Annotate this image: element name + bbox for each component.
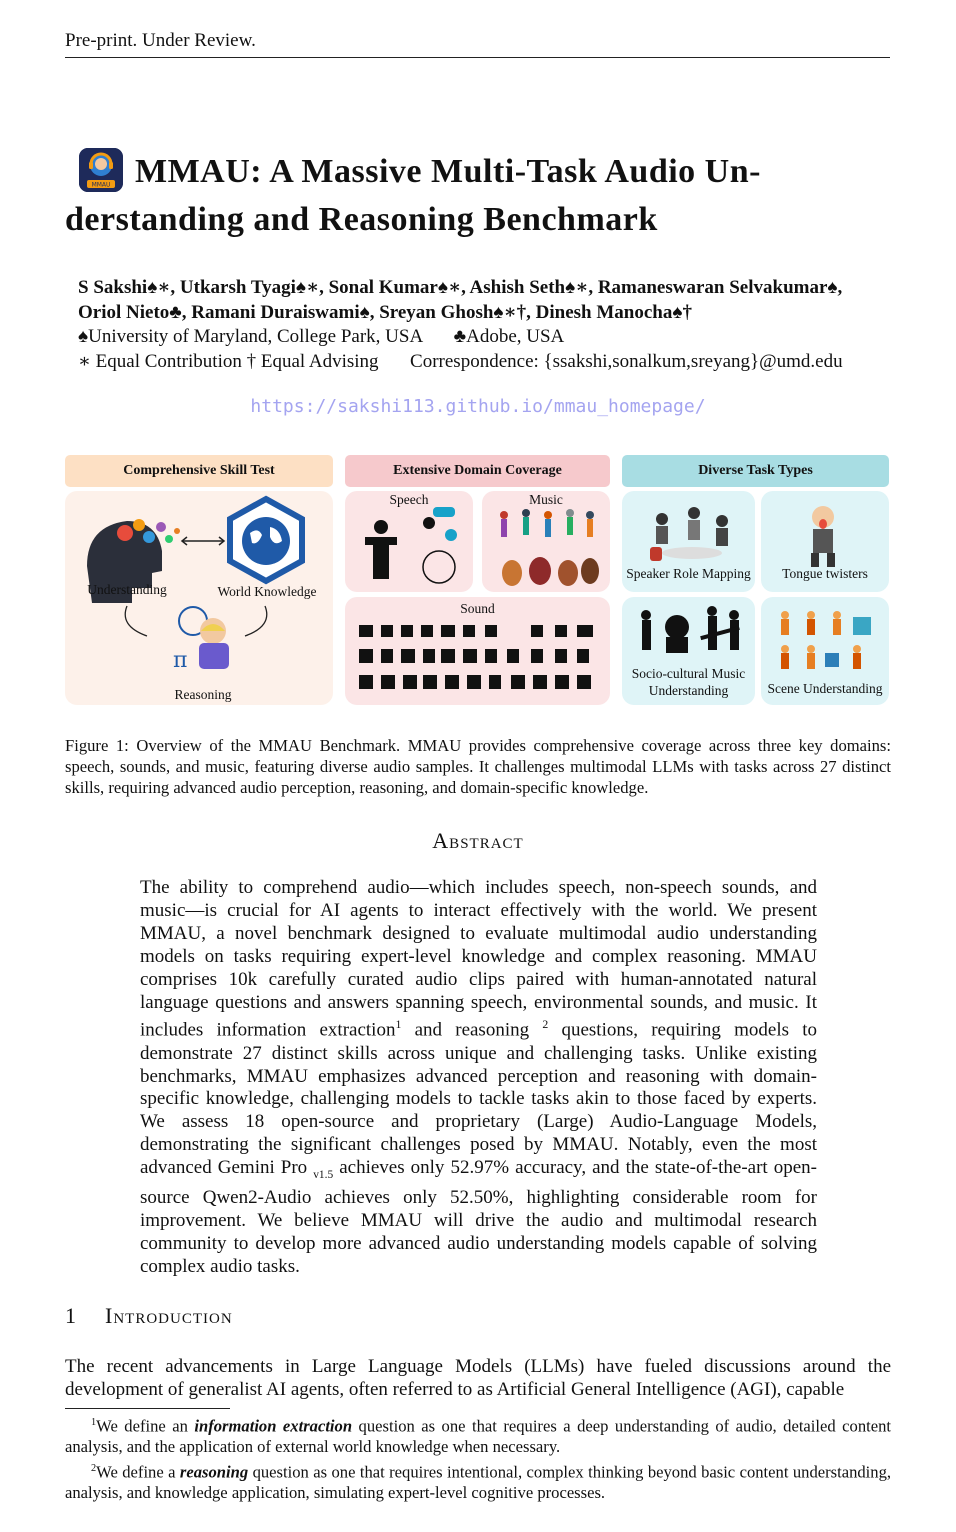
label-speech: Speech — [389, 492, 429, 507]
task-types-header: Diverse Task Types — [622, 455, 889, 487]
footnote-2-post: question as one that requires intentional, complex thinking beyond basic content understanding, analysis, and knowledge application, simulating expert-level cognitive processes. — [65, 1462, 892, 1503]
label-reasoning: Reasoning — [174, 687, 232, 702]
overview-figure — [65, 455, 890, 705]
footnote-1 — [65, 1413, 891, 1458]
listening-ear-icon — [423, 551, 455, 583]
abstract-part-1: The ability to comprehend audio—which includes speech, non-speech sounds, and music—is crucial for AI agents to interact effectively with the world. We present MMAU, a novel benchmark designed to evaluate multimodal audio understanding models on tasks requiring expert-level knowledge and complex reasoning. MMAU comprises 10k carefully curated audio clips paired with human-annotated natural language questions and answers spanning speech, environmental sounds, and music. It includes information extraction — [140, 877, 817, 1041]
label-sound: Sound — [460, 601, 495, 616]
running-header: Pre-print. Under Review. — [65, 30, 256, 51]
author-list — [78, 275, 908, 325]
section-heading-introduction — [65, 1303, 233, 1329]
footnote-1-mark: 1 — [91, 1417, 97, 1428]
label-sociocultural — [622, 665, 755, 699]
skill-test-header: Comprehensive Skill Test — [65, 455, 333, 487]
label-scene: Scene Understanding — [767, 681, 883, 696]
label-understanding: Understanding — [87, 582, 167, 597]
footnote-ref-1[interactable]: 1 — [395, 1018, 402, 1032]
intro-paragraph: The recent advancements in Large Language Models (LLMs) have fueled discussions around the development of generalist AI agents, often referred to as Artificial General Intelligence (AGI), capable — [65, 1356, 891, 1400]
speaker-podium-icon — [374, 520, 388, 534]
title-block — [65, 148, 890, 244]
gemini-version: v1.5 — [313, 1169, 334, 1181]
person-reasoning-icon — [199, 643, 229, 669]
title-line-2: derstanding and Reasoning Benchmark — [65, 201, 658, 238]
mmau-logo-icon — [79, 148, 123, 192]
footnote-2-pre: We define a — [96, 1462, 180, 1482]
footnote-2 — [65, 1459, 891, 1504]
footnote-1-post: question as one that requires a deep understanding of audio, detailed content analysis, and the application of external world knowledge when necessary. — [65, 1416, 891, 1457]
label-music: Music — [529, 492, 563, 507]
section-number: 1 — [65, 1303, 77, 1328]
label-tongue-twisters: Tongue twisters — [782, 566, 868, 581]
correspondence — [78, 349, 908, 374]
section-title: Introduction — [105, 1303, 233, 1328]
contribution-note: ∗ Equal Contribution † Equal Advising — [78, 351, 379, 372]
caption-text: Overview of the MMAU Benchmark. MMAU provides comprehensive coverage across three key domains: speech, sounds, and music, featuring diverse audio samples. It challenges multimodal LLMs with tasks across 27 distinct skills, requiring advanced audio perception, reasoning, and domain-specific knowledge. — [65, 736, 891, 797]
scene-panel — [761, 597, 889, 705]
pi-icon: π — [173, 648, 188, 673]
affiliation-adobe: ♣Adobe, USA — [453, 326, 565, 347]
title-line-1: MMAU: A Massive Multi-Task Audio Un- — [135, 153, 761, 190]
affiliations — [78, 324, 908, 349]
footnote-rule — [65, 1408, 230, 1409]
caption-label: Figure 1: — [65, 736, 129, 755]
gear-icon — [117, 525, 133, 541]
band-silhouette-icon — [622, 597, 755, 667]
footnote-ref-2[interactable]: 2 — [542, 1018, 549, 1032]
meeting-people-icon — [622, 491, 755, 571]
figure-caption — [65, 735, 891, 798]
music-panel — [482, 491, 610, 592]
label-sociocultural-line1: Socio-cultural Music — [631, 666, 746, 681]
tongue-twister-panel — [761, 491, 889, 592]
footnote-1-pre: We define an — [96, 1416, 195, 1436]
instruments-icon — [502, 557, 599, 586]
abstract-part-3: questions, requiring models to demonstrate 27 distinct skills across unique and challenging tasks. Unlike existing benchmarks, MMAU emphasizes advanced perception and reasoning with domain-specific knowledge, challenging models to tackle tasks akin to those faced by experts. We assess 18 open-source and proprietary (Large) Audio-Language Models, demonstrating the significant challenges posed by MMAU. Notably, even the most advanced Gemini Pro — [140, 1019, 817, 1179]
author-line-1: S Sakshi♠∗, Utkarsh Tyagi♠∗, Sonal Kumar♠∗, Ashish Seth♠∗, Ramaneswaran Selvakumar♠, — [78, 277, 843, 298]
scene-people-icon — [761, 597, 889, 677]
footnote-1-term: information extraction — [194, 1416, 353, 1436]
skill-panel — [65, 491, 333, 705]
header-rule — [65, 57, 890, 58]
sociocultural-panel — [622, 597, 755, 705]
footnote-2-term: reasoning — [179, 1462, 249, 1482]
speech-panel — [345, 491, 473, 592]
dancers-icon — [500, 509, 594, 537]
abstract-body — [140, 877, 817, 1279]
domain-coverage-header: Extensive Domain Coverage — [345, 455, 610, 487]
sound-panel — [345, 597, 610, 705]
abstract-part-2: and reasoning — [401, 1019, 543, 1041]
footnote-2-mark: 2 — [91, 1463, 97, 1474]
label-speaker-role: Speaker Role Mapping — [626, 566, 751, 581]
paper-title — [65, 148, 890, 244]
label-sociocultural-line2: Understanding — [648, 683, 729, 698]
correspondence-email: Correspondence: {ssakshi,sonalkum,sreyang}@umd.edu — [410, 351, 843, 372]
project-url-link[interactable]: https://sakshi113.github.io/mmau_homepage/ — [250, 396, 706, 417]
logo-text: MMAU — [91, 181, 111, 189]
tongue-twister-icon — [761, 491, 889, 571]
affiliation-umd: ♠University of Maryland, College Park, USA — [78, 326, 423, 347]
author-line-2: Oriol Nieto♣, Ramani Duraiswami♠, Sreyan Ghosh♠∗†, Dinesh Manocha♠† — [78, 302, 692, 323]
speaker-role-panel — [622, 491, 755, 592]
abstract-part-4: achieves only 52.97% accuracy, and the state-of-the-art open-source Qwen2-Audio achieves only 52.50%, highlighting considerable room for improvement. We believe MMAU will drive the audio and multimodal research community to develop more advanced audio understanding models capable of solving complex audio tasks. — [140, 1157, 817, 1277]
label-world-knowledge: World Knowledge — [217, 584, 317, 599]
abstract-heading: Abstract — [432, 828, 524, 853]
